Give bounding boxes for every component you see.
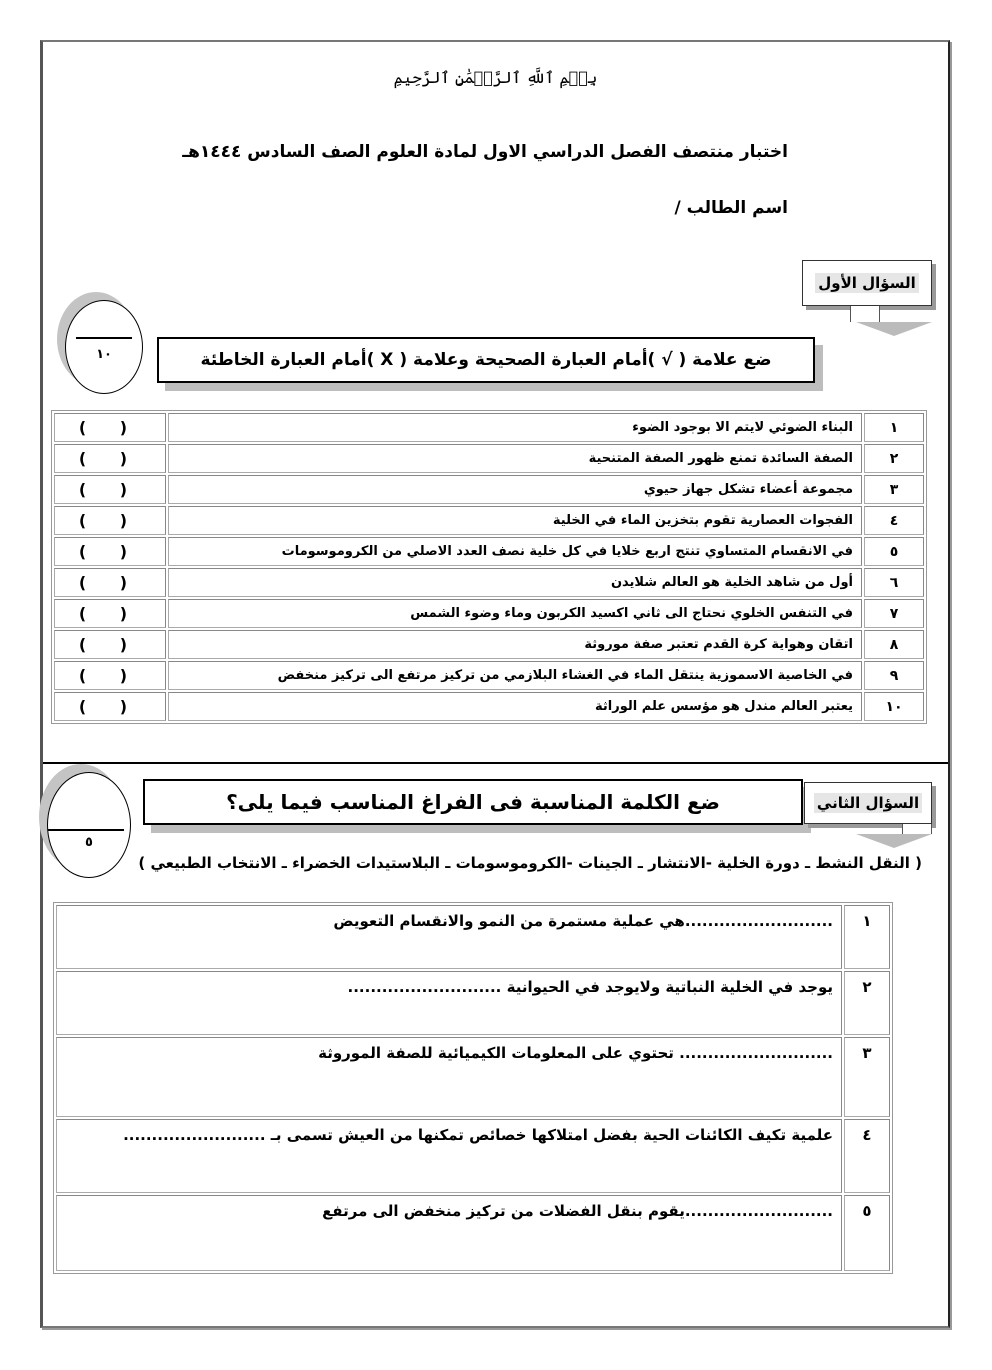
callout-stem: [850, 306, 880, 322]
tf-item-statement: البناء الضوئي لايتم الا بوجود الضوء: [168, 413, 862, 442]
tf-answer-box[interactable]: ( ): [54, 661, 166, 690]
question1-score-total: ١٠: [96, 347, 112, 362]
exam-page: [40, 40, 950, 1328]
tf-item-statement: مجموعة أعضاء تشكل جهاز حيوي: [168, 475, 862, 504]
question2-score-oval: [47, 772, 131, 878]
tf-item-number: ٢: [864, 444, 924, 473]
tf-row: [54, 537, 924, 566]
callout-stem: [902, 824, 932, 834]
section-divider: [43, 762, 948, 764]
tf-row: [54, 506, 924, 535]
question2-score-total: ٥: [85, 835, 93, 850]
question1-score-oval: [65, 300, 143, 394]
fill-item-number: ٥: [844, 1195, 890, 1271]
tf-item-number: ٨: [864, 630, 924, 659]
fill-item-statement[interactable]: ..........................يقوم بنقل الفضلات من تركيز منخفض الى مرتفع: [56, 1195, 842, 1271]
tf-item-number: ٩: [864, 661, 924, 690]
tf-row: [54, 599, 924, 628]
exam-title: اختبار منتصف الفصل الدراسي الاول لمادة العلوم الصف السادس ١٤٤٤هـ: [182, 142, 788, 162]
fill-item-statement[interactable]: علمية تكيف الكائنات الحية بفضل امتلاكها خصائص تمكنها من العيش تسمى بـ .........................: [56, 1119, 842, 1193]
basmala: بِسۡمِ ٱللَّهِ ٱلرَّحۡمَٰنِ ٱلرَّحِيمِ: [393, 68, 598, 87]
tf-item-statement: الفجوات العصارية تقوم بتخزين الماء في الخلية: [168, 506, 862, 535]
tf-item-statement: اتقان وهواية كرة القدم تعتبر صفة موروثة: [168, 630, 862, 659]
tf-answer-box[interactable]: ( ): [54, 599, 166, 628]
tf-answer-box[interactable]: ( ): [54, 506, 166, 535]
tf-item-statement: في الانقسام المتساوي تنتج اربع خلايا في كل خلية نصف العدد الاصلي من الكروموسومات: [168, 537, 862, 566]
tf-answer-box[interactable]: ( ): [54, 692, 166, 721]
fill-row: [56, 905, 890, 969]
fill-item-statement[interactable]: يوجد في الخلية النباتية ولايوجد في الحيوانية ...........................: [56, 971, 842, 1035]
tf-item-number: ٣: [864, 475, 924, 504]
score-line: [76, 337, 132, 339]
tf-answer-box[interactable]: ( ): [54, 568, 166, 597]
tf-answer-box[interactable]: ( ): [54, 413, 166, 442]
fill-item-statement[interactable]: ........................... تحتوي على المعلومات الكيميائية للصفة الموروثة: [56, 1037, 842, 1117]
tf-item-statement: في التنفس الخلوي نحتاج الى ثاني اكسيد الكربون وماء وضوء الشمس: [168, 599, 862, 628]
fill-item-statement[interactable]: ..........................هي عملية مستمرة من النمو والانقسام التعويض: [56, 905, 842, 969]
tf-item-number: ٦: [864, 568, 924, 597]
down-arrow-icon: [856, 322, 932, 336]
question2-label: السؤال الثاني: [814, 793, 922, 813]
tf-item-number: ١: [864, 413, 924, 442]
tf-row: [54, 568, 924, 597]
tf-row: [54, 661, 924, 690]
student-name-label: اسم الطالب /: [674, 198, 788, 218]
question2-instruction: ضع الكلمة المناسبة فى الفراغ المناسب فيما يلى؟: [143, 779, 803, 825]
tf-answer-box[interactable]: ( ): [54, 630, 166, 659]
question2-label-box: [804, 782, 932, 824]
tf-item-statement: أول من شاهد الخلية هو العالم شلايدن: [168, 568, 862, 597]
tf-row: [54, 413, 924, 442]
true-false-table: [51, 410, 927, 724]
tf-item-number: ١٠: [864, 692, 924, 721]
fill-row: [56, 1119, 890, 1193]
tf-item-number: ٤: [864, 506, 924, 535]
tf-row: [54, 475, 924, 504]
tf-item-number: ٥: [864, 537, 924, 566]
tf-item-statement: الصفة السائدة تمنع ظهور الصفة المتنحية: [168, 444, 862, 473]
tf-answer-box[interactable]: ( ): [54, 444, 166, 473]
tf-item-number: ٧: [864, 599, 924, 628]
fill-row: [56, 971, 890, 1035]
question1-label-box: [802, 260, 932, 306]
fill-item-number: ١: [844, 905, 890, 969]
fill-item-number: ٣: [844, 1037, 890, 1117]
word-bank: ( النقل النشط ـ دورة الخلية -الانتشار ـ الجينات -الكروموسومات ـ البلاستيدات الخضراء ـ الانتخاب الطبيعي ): [138, 854, 922, 872]
question2-callout: [804, 782, 932, 848]
fill-item-number: ٤: [844, 1119, 890, 1193]
tf-row: [54, 630, 924, 659]
fill-row: [56, 1037, 890, 1117]
tf-item-statement: يعتبر العالم مندل هو مؤسس علم الوراثة: [168, 692, 862, 721]
fill-item-number: ٢: [844, 971, 890, 1035]
fill-row: [56, 1195, 890, 1271]
tf-item-statement: في الخاصية الاسموزية ينتقل الماء في الغشاء البلازمي من تركيز مرتفع الى تركيز منخفض: [168, 661, 862, 690]
question1-instruction: ضع علامة ( √ )أمام العبارة الصحيحة وعلامة ( X )أمام العبارة الخاطئة: [157, 337, 815, 383]
tf-answer-box[interactable]: ( ): [54, 475, 166, 504]
tf-row: [54, 444, 924, 473]
tf-answer-box[interactable]: ( ): [54, 537, 166, 566]
down-arrow-icon: [856, 834, 932, 848]
tf-row: [54, 692, 924, 721]
fill-blank-table: [53, 902, 893, 1274]
question1-callout: [802, 260, 932, 336]
question1-label: السؤال الأول: [815, 273, 918, 293]
score-line: [48, 829, 124, 831]
